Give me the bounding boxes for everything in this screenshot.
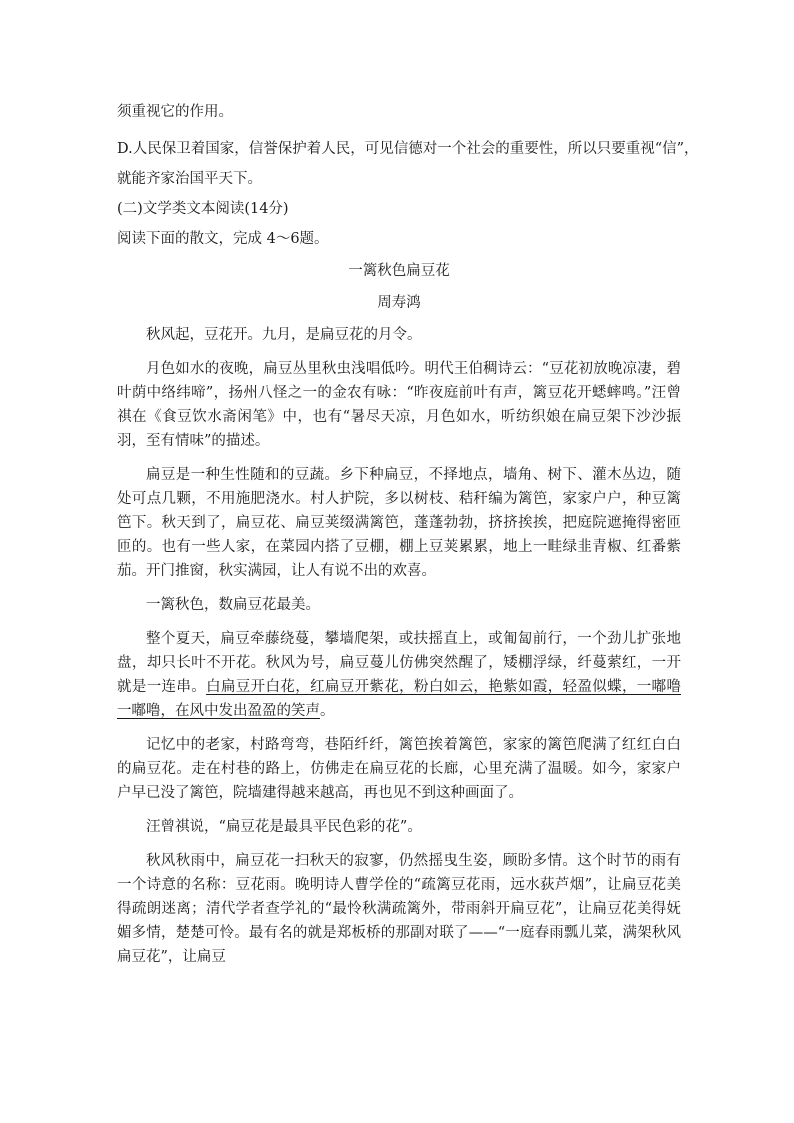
essay-author: 周寿鸿 [377,295,421,311]
essay-paragraph [117,627,681,723]
essay-title: 一篱秋色扁豆花 [348,263,450,279]
essay-paragraph: 扁豆是一种生性随和的豆蔬。乡下种扁豆，不择地点，墙角、树下、灌木丛边，随处可点几颗，不用施肥浇水。村人护院，多以树枝、秸秆编为篱笆，家家户户，种豆篱笆下。秋天到了，扁豆花、扁豆荚缀满篱笆，蓬蓬勃勃，挤挤挨挨，把庭院遮掩得密匝匝的。也有一些人家，在菜园内搭了豆棚，棚上豆荚累累，地上一畦绿韭青椒、红番紫茄。开门推窗，秋实满园，让人有说不出的欢喜。 [117,467,681,579]
essay-paragraph: 秋风秋雨中，扁豆花一扫秋天的寂寥，仍然摇曳生姿，顾盼多情。这个时节的雨有一个诗意的名称：豆花雨。晚明诗人曹学佺的“疏篱豆花雨，远水荻芦烟”，让扁豆花美得疏朗迷离；清代学者查学礼的“最怜秋满疏篱外，带雨斜开扁豆花”，让扁豆花美得妩媚多情，楚楚可怜。最有名的就是郑板桥的那副对联了——“一庭春雨瓢儿菜，满架秋风扁豆花”，让扁豆 [117,853,681,965]
option-d-line-cont: 就能齐家治国平天下。 [117,171,262,187]
essay-paragraph: 汪曾祺说，“扁豆花是最具平民色彩的花”。 [146,819,422,835]
text-line: 须重视它的作用。 [117,104,233,120]
essay-paragraph: 一篱秋色，数扁豆花最美。 [146,597,320,613]
section-heading: (二)文学类文本阅读(14分) [117,201,289,217]
paragraph-end-mark: 。 [320,703,335,719]
essay-paragraph: 秋风起，豆花开。九月，是扁豆花的月令。 [146,327,422,343]
option-d-line: D.人民保卫着国家，信誉保护着人民，可见信德对一个社会的重要性，所以只要重视“信”， [117,141,699,157]
essay-paragraph: 月色如水的夜晚，扁豆丛里秋虫浅唱低吟。明代王伯稠诗云：“豆花初放晚凉凄，碧叶荫中络纬啼”，扬州八怪之一的金农有咏：“昨夜庭前叶有声，篱豆花开蟋蟀鸣。”汪曾祺在《食豆饮水斋闲笔》中，也有“暑尽天凉，月色如水，听纺织娘在扁豆架下沙沙振羽，至有情味”的描述。 [117,361,681,449]
underlined-sentence: 白扁豆开白花，红扁豆开紫花，粉白如云，艳紫如霞，轻盈似蝶，一嘟噜一嘟噜，在风中发出盈盈的笑声 [117,679,681,719]
document-page [117,100,699,979]
instruction-line: 阅读下面的散文，完成 4～6题。 [117,231,329,247]
paragraph-text: 整个夏天，扁豆牵藤绕蔓，攀墙爬架，或扶摇直上，或匍匐前行，一个劲儿扩张地盘，却只长叶不开花。秋风为号，扁豆蔓儿仿佛突然醒了，矮棚浮绿，纤蔓萦红，一开就是一连串。 [117,631,681,695]
essay-paragraph: 记忆中的老家，村路弯弯，巷陌纤纤，篱笆挨着篱笆，家家的篱笆爬满了红红白白的扁豆花。走在村巷的路上，仿佛走在扁豆花的长廊，心里充满了温暖。如今，家家户户早已没了篱笆，院墙建得越来越高，再也见不到这种画面了。 [117,737,681,801]
